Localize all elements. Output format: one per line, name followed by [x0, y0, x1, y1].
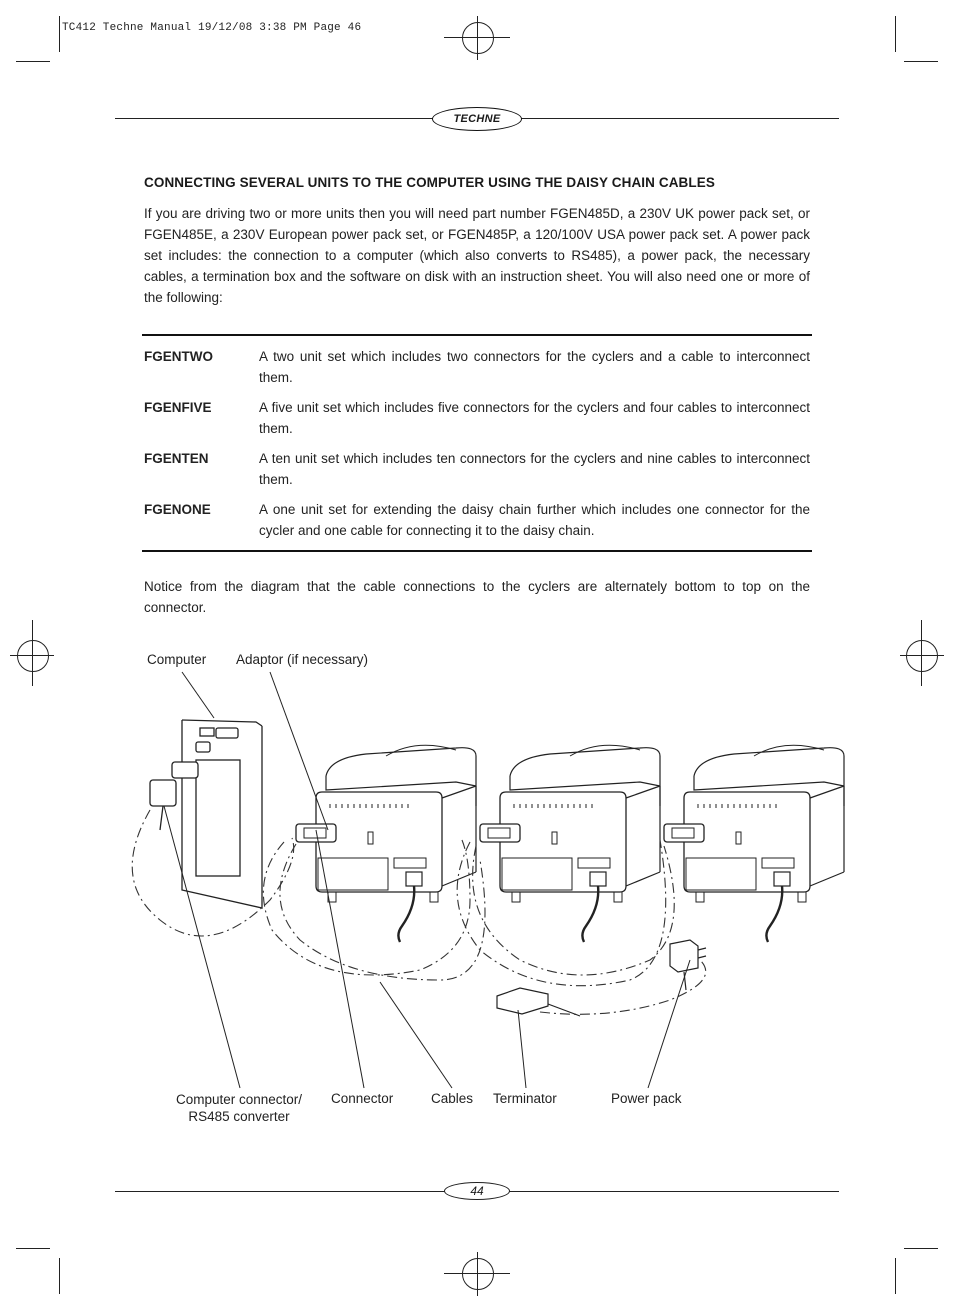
- terminator-illustration: [497, 988, 580, 1016]
- part-description: A two unit set which includes two connectors for the cyclers and a cable to interconnect them.: [259, 349, 810, 385]
- cycler-2: [480, 745, 660, 942]
- part-code: FGENFIVE: [144, 400, 212, 415]
- section-heading: CONNECTING SEVERAL UNITS TO THE COMPUTER USING THE DAISY CHAIN CABLES: [144, 175, 715, 190]
- cycler-3: [664, 745, 844, 942]
- part-code: FGENTEN: [144, 451, 209, 466]
- label-connector: Connector: [331, 1091, 394, 1106]
- computer-illustration: [150, 720, 262, 908]
- part-description: A ten unit set which includes ten connectors for the cyclers and nine cables to interconnect them.: [259, 451, 810, 487]
- part-description: A five unit set which includes five connectors for the cyclers and four cables to interconnect them.: [259, 400, 810, 436]
- label-computer-connector: Computer connector/ RS485 converter: [175, 1092, 303, 1124]
- label-computer: Computer: [147, 652, 207, 667]
- part-description: A one unit set for extending the daisy chain further which includes one connector for the cycler and one cable for connecting it to the daisy chain.: [259, 502, 810, 538]
- cycler-1: [296, 745, 476, 942]
- part-code: FGENONE: [144, 502, 211, 517]
- part-code: FGENTWO: [144, 349, 213, 364]
- label-cables: Cables: [431, 1091, 474, 1106]
- page-number: 44: [444, 1182, 510, 1200]
- print-slug: TC412 Techne Manual 19/12/08 3:38 PM Page 46: [62, 22, 362, 34]
- techne-logo: TECHNE: [432, 107, 522, 131]
- notice-paragraph: Notice from the diagram that the cable connections to the cyclers are alternately bottom to top on the connector.: [144, 579, 810, 615]
- label-terminator: Terminator: [493, 1091, 557, 1106]
- label-adaptor: Adaptor (if necessary): [236, 652, 369, 667]
- intro-paragraph: If you are driving two or more units then you will need part number FGEN485D, a 230V UK power pack set, or FGEN485E, a 230V European power pack set, or FGEN485P, a 120/100V USA power pack set. A power pack set includes: the connection to a computer (which also converts to RS485), a power pack, the necessary cables, a termination box and the software on disk with an instruction sheet. You will also need one or more of the following:: [144, 206, 810, 305]
- label-power-pack: Power pack: [611, 1091, 682, 1106]
